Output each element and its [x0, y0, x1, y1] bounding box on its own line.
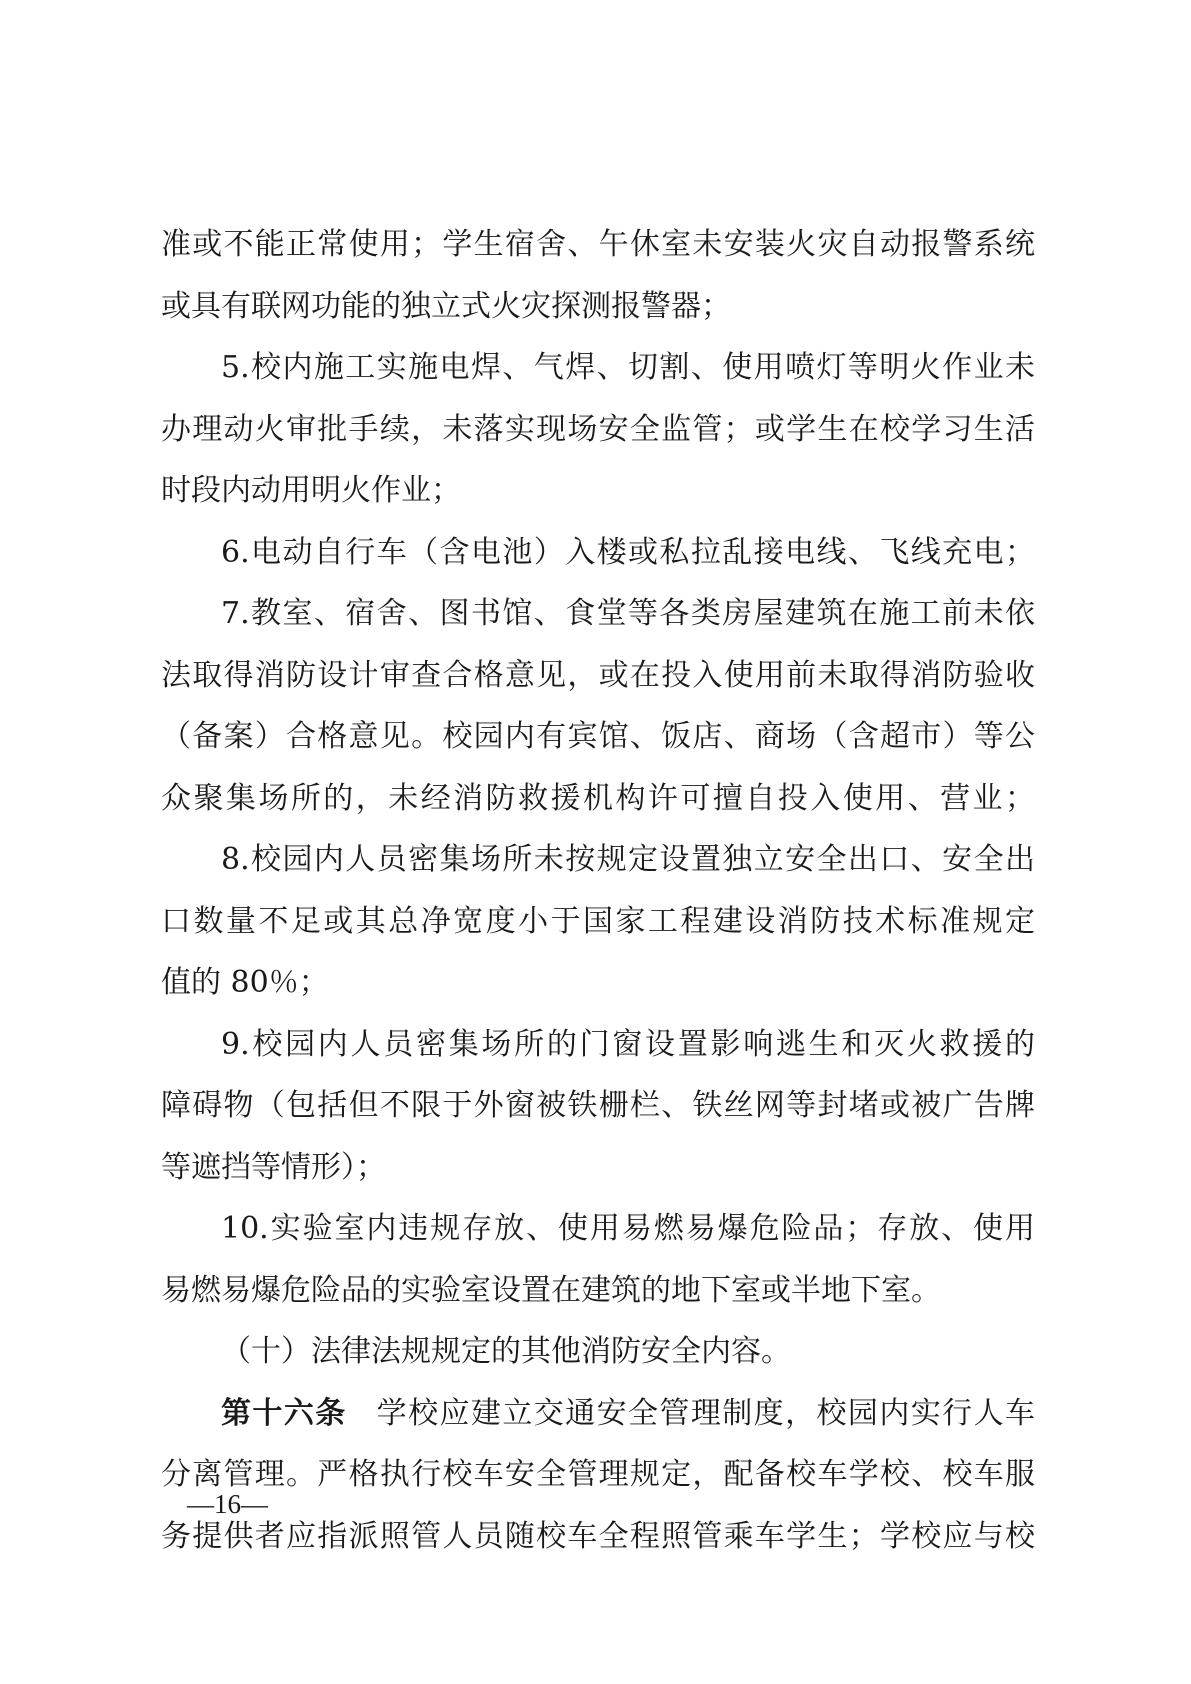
text-line-11: 8.校园内人员密集场所未按规定设置独立安全出口、安全出	[221, 842, 1035, 877]
text-line-5: 时段内动用明火作业；	[161, 473, 461, 508]
text-line-14: 9.校园内人员密集场所的门窗设置影响逃生和灭火救援的	[221, 1026, 1035, 1062]
text-line-12: 口数量不足或其总净宽度小于国家工程建设消防技术标准规定	[161, 903, 1035, 939]
text-line-6: 6.电动自行车（含电池）入楼或私拉乱接电线、飞线充电；	[221, 534, 1035, 570]
page-number: —16—	[187, 1489, 268, 1519]
text-line-3: 5.校内施工实施电焊、气焊、切割、使用喷灯等明火作业未	[221, 350, 1035, 385]
text-line-22: 务提供者应指派照管人员随校车全程照管乘车学生；学校应与校	[161, 1518, 1035, 1554]
text-line-9: （备案）合格意见。校园内有宾馆、饭店、商场（含超市）等公	[161, 719, 1035, 754]
text-line-2: 或具有联网功能的独立式火灾探测报警器；	[161, 288, 731, 324]
text-line-10: 众聚集场所的，未经消防救援机构许可擅自投入使用、营业；	[161, 780, 1035, 816]
text-line-19: （十）法律法规规定的其他消防安全内容。	[221, 1334, 791, 1369]
text-line-20	[161, 1391, 1035, 1453]
text-line-16: 等遮挡等情形）；	[161, 1149, 386, 1185]
text-line-4: 办理动火审批手续，未落实现场安全监管；或学生在校学习生活	[161, 411, 1035, 447]
article-text: 学校应建立交通安全管理制度，校园内实行人车	[376, 1395, 1036, 1431]
article-heading: 第十六条	[221, 1395, 347, 1431]
text-line-8: 法取得消防设计审查合格意见，或在投入使用前未取得消防验收	[161, 657, 1035, 693]
text-line-1: 准或不能正常使用；学生宿舍、午休室未安装火灾自动报警系统	[161, 227, 1035, 262]
text-line-18: 易燃易爆危险品的实验室设置在建筑的地下室或半地下室。	[161, 1272, 941, 1308]
text-line-7: 7.教室、宿舍、图书馆、食堂等各类房屋建筑在施工前未依	[221, 596, 1035, 631]
text-line-15: 障碍物（包括但不限于外窗被铁栅栏、铁丝网等封堵或被广告牌	[161, 1088, 1035, 1123]
text-line-13: 值的 80％；	[161, 965, 329, 1000]
text-line-21: 分离管理。严格执行校车安全管理规定，配备校车学校、校车服	[161, 1457, 1035, 1492]
text-line-17: 10.实验室内违规存放、使用易燃易爆危险品；存放、使用	[221, 1211, 1035, 1246]
document-body	[161, 222, 1035, 1575]
